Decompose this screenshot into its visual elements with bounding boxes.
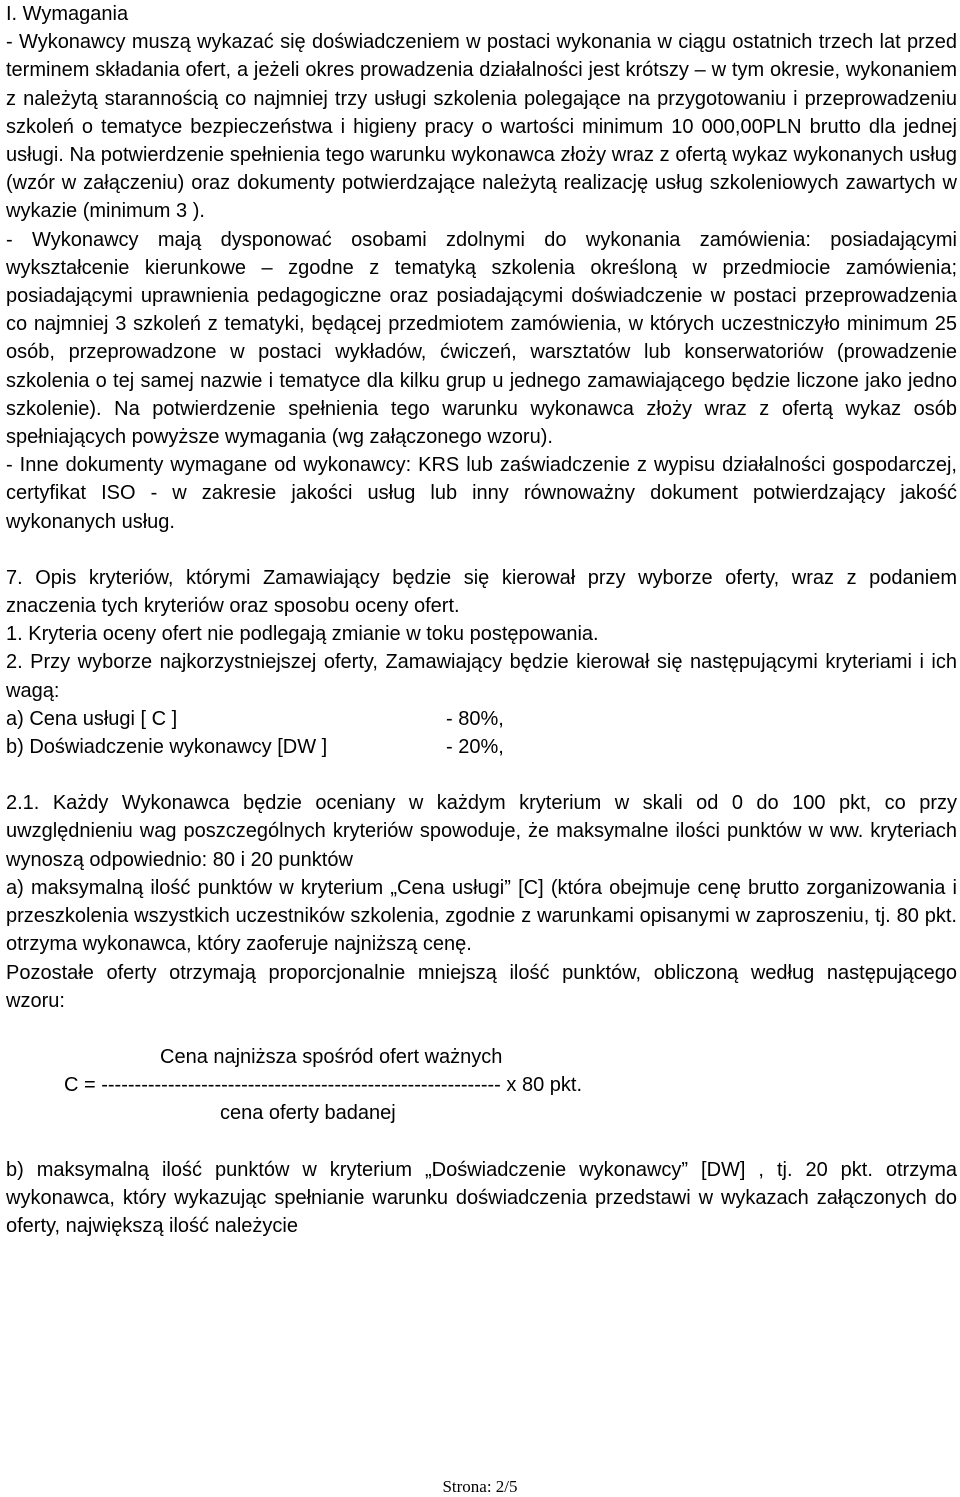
section-2-1-a: a) maksymalną ilość punktów w kryterium „Cena usługi” [C] (która obejmuje cenę brutto zorganizowania i przeszkolenia wszystkich uczestników szkolenia, zgodnie z warunkami opisanymi w zaproszeniu, tj. 80 pkt. otrzyma wykonawca, który zaoferuje najniższą cenę. xyxy=(6,876,957,956)
section-7-title: 7. Opis kryteriów, którymi Zamawiający będzie się kierował przy wyborze oferty, wraz z podaniem znaczenia tych kryteriów oraz sposobu oceny ofert. xyxy=(6,566,957,618)
section-7-point-2: 2. Przy wyborze najkorzystniejszej oferty, Zamawiający będzie kierował się następującymi kryteriami i ich wagą: xyxy=(6,651,957,702)
section-7-point-1: 1. Kryteria oceny ofert nie podlegają zmianie w toku postępowania. xyxy=(6,623,599,646)
spacer xyxy=(6,1128,957,1156)
spacer xyxy=(6,1015,957,1043)
spacer xyxy=(6,536,957,564)
spacer xyxy=(6,761,957,789)
formula-line: C = ------------------------------------------------------------ x 80 pkt. xyxy=(64,1074,582,1097)
section-2-1-rest: Pozostałe oferty otrzymają proporcjonalnie mniejszą ilość punktów, obliczoną według następującego wzoru: xyxy=(6,961,957,1012)
criterion-weight: - 20%, xyxy=(446,736,504,759)
criterion-label: a) Cena usługi [ C ] xyxy=(6,707,178,730)
formula-numerator: Cena najniższa spośród ofert ważnych xyxy=(160,1045,503,1068)
criterion-price xyxy=(6,705,957,733)
criterion-weight: - 80%, xyxy=(446,707,504,730)
section-2-1-b: b) maksymalną ilość punktów w kryterium „Doświadczenie wykonawcy” [DW] , tj. 20 pkt. otrzyma wykonawca, który wykazując spełnianie warunku doświadczenia przedstawi w wykazach załączonych do oferty, największą ilość należycie xyxy=(6,1158,957,1237)
requirement-personnel: - Wykonawcy mają dysponować osobami zdolnymi do wykonania zamówienia: posiadającymi wykształcenie kierunkowe – zgodne z tematyką szkolenia określoną w przedmiocie zamówienia; posiadającymi uprawnienia pedagogiczne oraz posiadającymi doświadczenie w postaci przeprowadzenia co najmniej 3 szkoleń z tematyki, będącej przedmiotem zamówienia, w których uczestniczyło minimum 25 osób, przeprowadzone w postaci wykładów, ćwiczeń, warsztatów lub konserwatoriów (prowadzenie szkolenia o tej samej nazwie i tematyce dla kilku grup u jednego zamawiającego będzie liczone jako jedno szkolenie). Na potwierdzenie spełnienia tego warunku wykonawca złoży wraz z ofertą wykaz osób spełniających powyższe wymagania (wg załączonego wzoru). xyxy=(6,228,957,449)
requirement-documents: - Inne dokumenty wymagane od wykonawcy: KRS lub zaświadczenie z wypisu działalności gospodarczej, certyfikat ISO - w zakresie jakości usług lub inny równoważny dokument potwierdzający jakość wykonanych usług. xyxy=(6,454,957,533)
document-body xyxy=(6,0,957,1240)
price-formula xyxy=(6,1043,957,1128)
criterion-label: b) Doświadczenie wykonawcy [DW ] xyxy=(6,736,328,759)
criterion-experience xyxy=(6,733,957,761)
formula-denominator: cena oferty badanej xyxy=(220,1102,396,1125)
section-2-1: 2.1. Każdy Wykonawca będzie oceniany w każdym kryterium w skali od 0 do 100 pkt, co przy uwzględnieniu wag poszczególnych kryteriów spowoduje, że maksymalne ilości punktów w ww. kryteriach wynoszą odpowiednio: 80 i 20 punktów xyxy=(6,792,957,871)
section-heading: I. Wymagania xyxy=(6,3,129,25)
requirement-experience: - Wykonawcy muszą wykazać się doświadczeniem w postaci wykonania w ciągu ostatnich trzech lat przed terminem składania ofert, a jeżeli okres prowadzenia działalności jest krótszy – w tym okresie, wykonaniem z należytą starannością co najmniej trzy usługi szkolenia polegające na przygotowaniu i przeprowadzeniu szkoleń o tematyce bezpieczeństwa i higieny pracy o wartości minimum 10 000,00PLN brutto dla jednej usługi. Na potwierdzenie spełnienia tego warunku wykonawca złoży wraz z ofertą wykaz wykonanych usług (wzór w załączeniu) oraz dokumenty potwierdzające należytą realizację usług szkoleniowych zawartych w wykazie (minimum 3 ). xyxy=(6,31,957,223)
page-footer: Strona: 2/5 xyxy=(442,1477,518,1496)
